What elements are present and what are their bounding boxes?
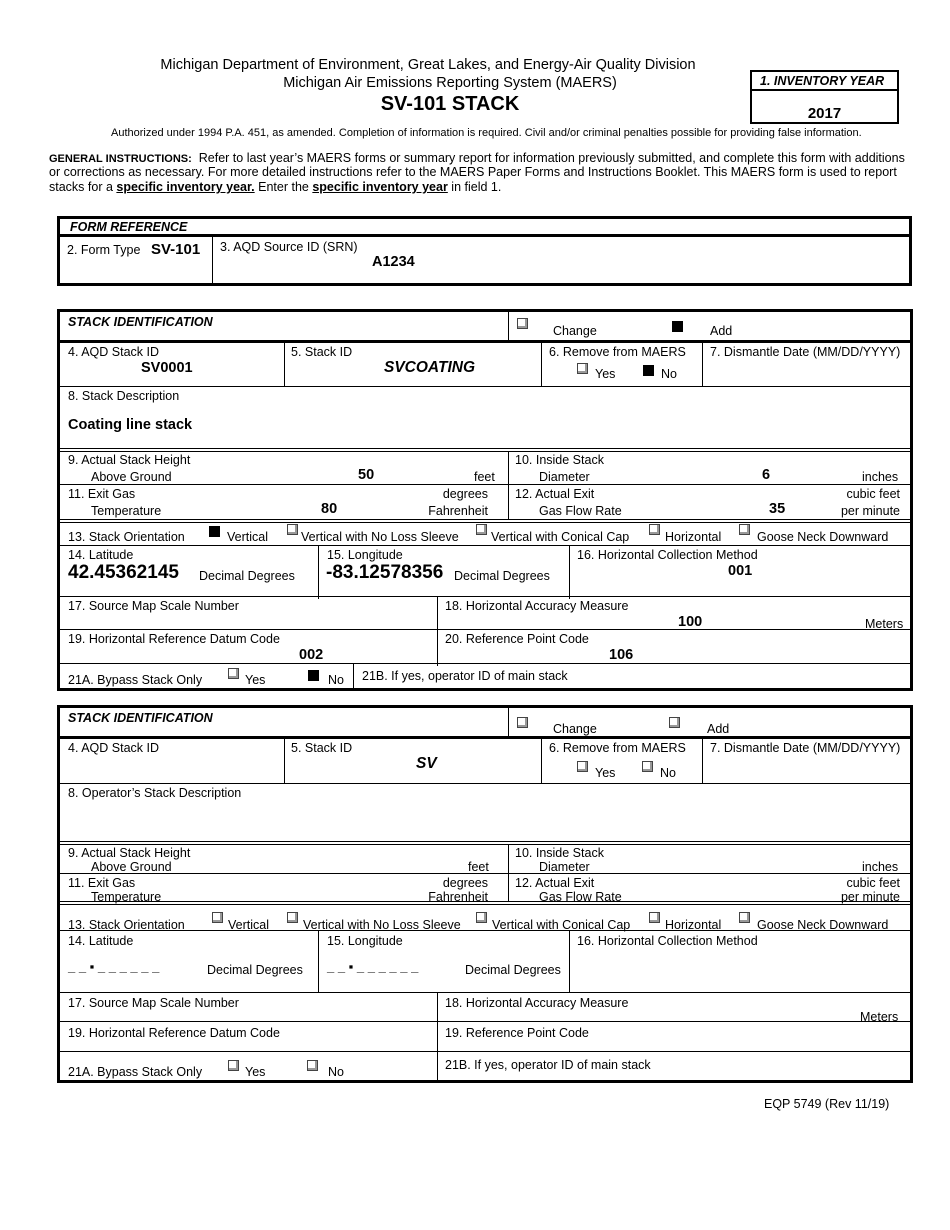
stack2-orient-goose-label: Goose Neck Downward <box>757 918 889 932</box>
stack1-f9-label: 9. Actual Stack Height <box>68 453 191 467</box>
stack2-f11-label: 11. Exit Gas <box>68 876 136 890</box>
stack1-accuracy-measure[interactable]: 100 <box>678 614 703 630</box>
stack1-f12-label: 12. Actual Exit <box>515 487 595 501</box>
inventory-year-value: 2017 <box>807 105 842 122</box>
stack1-f9-unit: feet <box>474 470 495 484</box>
stack1-f10-label: 10. Inside Stack <box>515 453 604 467</box>
stack1-reference-point[interactable]: 106 <box>609 647 634 663</box>
stack2-f13-label: 13. Stack Orientation <box>68 918 185 932</box>
stack1-remove-no-checkbox[interactable] <box>643 365 654 376</box>
stack1-stack-description[interactable]: Coating line stack <box>68 417 193 433</box>
srn-value[interactable]: A1234 <box>372 254 415 270</box>
stack1-f8-label: 8. Stack Description <box>68 389 180 403</box>
stack2-f11-sublabel: Temperature <box>91 890 162 904</box>
stack1-bypass-yes-label: Yes <box>245 673 266 687</box>
stack1-remove-yes-label: Yes <box>595 367 616 381</box>
stack1-latitude[interactable]: 42.45362145 <box>68 562 179 583</box>
inventory-year-box[interactable] <box>750 70 899 124</box>
srn-label: 3. AQD Source ID (SRN) <box>220 240 358 254</box>
stack-identification-1 <box>57 309 913 691</box>
stack2-orient-vertical-label: Vertical <box>228 918 269 932</box>
instructions-line-2: or corrections as necessary. For more detailed instructions refer to the MAERS Paper Forms and Instructions Booklet. This MAERS form is used to report <box>49 165 897 179</box>
stack1-f6-label: 6. Remove from MAERS <box>549 345 686 359</box>
form-number: EQP 5749 (Rev 11/19) <box>764 1097 890 1111</box>
stack1-f15-label: 15. Longitude <box>327 548 403 562</box>
stack1-f16-label: 16. Horizontal Collection Method <box>577 548 758 562</box>
stack2-bypass-yes-checkbox[interactable] <box>228 1060 239 1071</box>
stack2-f12-sublabel: Gas Flow Rate <box>539 890 622 904</box>
stack2-f18-unit: Meters <box>860 1010 899 1024</box>
stack2-orient-horizontal-checkbox[interactable] <box>649 912 660 923</box>
stack1-orient-cap-checkbox[interactable] <box>476 524 487 535</box>
inventory-year-label: 1. INVENTORY YEAR <box>760 74 885 88</box>
stack1-bypass-no-label: No <box>328 673 344 687</box>
stack2-lon-unit: Decimal Degrees <box>465 963 561 977</box>
instructions-label: GENERAL INSTRUCTIONS: <box>49 153 192 165</box>
stack2-f12-unit1: cubic feet <box>846 876 900 890</box>
stack2-f11-unit2: Fahrenheit <box>428 890 488 904</box>
stack2-f15-label: 15. Longitude <box>327 934 403 948</box>
stack2-change-label: Change <box>553 722 597 736</box>
stack2-remove-no-checkbox[interactable] <box>642 761 653 772</box>
stack1-lat-unit: Decimal Degrees <box>199 569 295 583</box>
stack1-inside-diameter[interactable]: 6 <box>762 467 771 483</box>
stack1-change-checkbox[interactable] <box>517 318 528 329</box>
stack2-orient-horizontal-label: Horizontal <box>665 918 722 932</box>
stack2-f19-label: 19. Horizontal Reference Datum Code <box>68 1026 280 1040</box>
stack1-lon-unit: Decimal Degrees <box>454 569 550 583</box>
stack2-f16-label: 16. Horizontal Collection Method <box>577 934 758 948</box>
stack2-orient-sleeve-label: Vertical with No Loss Sleeve <box>303 918 461 932</box>
form-reference-section <box>57 216 912 286</box>
stack1-bypass-no-checkbox[interactable] <box>308 670 319 681</box>
stack1-orient-goose-checkbox[interactable] <box>739 524 750 535</box>
stack1-add-label: Add <box>710 324 733 338</box>
stack2-orient-vertical-checkbox[interactable] <box>212 912 223 923</box>
stack2-f12-label: 12. Actual Exit <box>515 876 595 890</box>
stack1-f19-label: 19. Horizontal Reference Datum Code <box>68 632 280 646</box>
stack1-bypass-yes-checkbox[interactable] <box>228 668 239 679</box>
stack1-orient-horizontal-label: Horizontal <box>665 530 722 544</box>
stack-identification-2 <box>57 705 913 1083</box>
stack1-aqd-stack-id[interactable]: SV0001 <box>141 360 193 376</box>
stack1-collection-method[interactable]: 001 <box>728 563 753 579</box>
stack2-orient-sleeve-checkbox[interactable] <box>287 912 298 923</box>
stack1-change-label: Change <box>553 324 597 338</box>
stack1-f10-unit: inches <box>862 470 899 484</box>
stack1-f7-label: 7. Dismantle Date (MM/DD/YYYY) <box>710 345 901 359</box>
stack2-f12-unit2: per minute <box>840 890 900 904</box>
stack1-f12-sublabel: Gas Flow Rate <box>539 504 622 518</box>
stack2-remove-yes-checkbox[interactable] <box>577 761 588 772</box>
stack1-f11-unit1: degrees <box>442 487 488 501</box>
stack2-f9-sublabel: Above Ground <box>91 860 172 874</box>
stack2-bypass-yes-label: Yes <box>245 1065 266 1079</box>
stack1-f12-unit1: cubic feet <box>846 487 900 501</box>
stack1-stack-id[interactable]: SVCOATING <box>384 359 475 376</box>
stack1-remove-no-label: No <box>661 367 677 381</box>
stack1-orient-goose-label: Goose Neck Downward <box>757 530 889 544</box>
stack2-f5-label: 5. Stack ID <box>291 741 353 755</box>
stack1-f5-label: 5. Stack ID <box>291 345 353 359</box>
stack1-f17-label: 17. Source Map Scale Number <box>68 599 239 613</box>
stack2-add-checkbox[interactable] <box>669 717 680 728</box>
form-reference-heading: FORM REFERENCE <box>70 220 188 234</box>
authorization-note: Authorized under 1994 P.A. 451, as amended. Completion of information is required. Civil and/or criminal penalties possible for providing false information. <box>111 127 862 139</box>
stack2-f7-label: 7. Dismantle Date (MM/DD/YYYY) <box>710 741 901 755</box>
form-type-value: SV-101 <box>151 241 201 258</box>
stack2-add-label: Add <box>707 722 730 736</box>
stack2-f10-sublabel: Diameter <box>539 860 590 874</box>
stack1-f21a-label: 21A. Bypass Stack Only <box>68 673 203 687</box>
stack2-longitude-mask[interactable]: _ _ ▪ _ _ _ _ _ _ <box>327 959 419 974</box>
stack1-gas-flow-rate[interactable]: 35 <box>769 501 786 517</box>
stack1-f12-unit2: per minute <box>840 504 900 518</box>
stack2-bypass-no-checkbox[interactable] <box>307 1060 318 1071</box>
stack1-f10-sublabel: Diameter <box>539 470 590 484</box>
stack1-orient-vertical-label: Vertical <box>227 530 268 544</box>
stack1-orient-sleeve-label: Vertical with No Loss Sleeve <box>301 530 459 544</box>
stack2-orient-goose-checkbox[interactable] <box>739 912 750 923</box>
stack2-f6-label: 6. Remove from MAERS <box>549 741 686 755</box>
stack2-f8-label: 8. Operator’s Stack Description <box>68 786 242 800</box>
stack2-latitude-mask[interactable]: _ _ ▪ _ _ _ _ _ _ <box>68 959 160 974</box>
stack2-bypass-no-label: No <box>328 1065 344 1079</box>
stack2-f19b-label: 19. Reference Point Code <box>445 1026 589 1040</box>
stack1-longitude[interactable]: -83.12578356 <box>326 562 444 583</box>
form-type-label: 2. Form Type <box>67 243 141 257</box>
stack1-remove-yes-checkbox[interactable] <box>577 363 588 374</box>
stack2-f18-label: 18. Horizontal Accuracy Measure <box>445 996 629 1010</box>
stack2-remove-no-label: No <box>660 766 676 780</box>
page-title: SV-101 STACK <box>380 93 520 115</box>
stack2-change-checkbox[interactable] <box>517 717 528 728</box>
stack2-f4-label: 4. AQD Stack ID <box>68 741 160 755</box>
stack1-orient-cap-label: Vertical with Conical Cap <box>491 530 630 544</box>
stack1-exit-gas-temp[interactable]: 80 <box>321 501 338 517</box>
stack1-stack-height[interactable]: 50 <box>358 467 375 483</box>
stack2-f9-label: 9. Actual Stack Height <box>68 846 191 860</box>
stack1-f14-label: 14. Latitude <box>68 548 134 562</box>
stack1-f11-label: 11. Exit Gas <box>68 487 136 501</box>
stack1-f4-label: 4. AQD Stack ID <box>68 345 160 359</box>
stack1-f11-unit2: Fahrenheit <box>428 504 488 518</box>
stack2-lat-unit: Decimal Degrees <box>207 963 303 977</box>
stack1-f9-sublabel: Above Ground <box>91 470 172 484</box>
stack2-f14-label: 14. Latitude <box>68 934 134 948</box>
stack1-add-checkbox[interactable] <box>672 321 683 332</box>
stack1-orient-horizontal-checkbox[interactable] <box>649 524 660 535</box>
stack1-datum-code[interactable]: 002 <box>299 647 324 663</box>
instructions-line-1: GENERAL INSTRUCTIONS: Refer to last year’s MAERS forms or summary report for information previously submitted, and complete this form with additions <box>49 151 905 165</box>
stack1-f20-label: 20. Reference Point Code <box>445 632 589 646</box>
stack2-f9-unit: feet <box>468 860 489 874</box>
stack2-f17-label: 17. Source Map Scale Number <box>68 996 239 1010</box>
stack2-heading: STACK IDENTIFICATION <box>68 711 213 725</box>
stack2-orient-cap-checkbox[interactable] <box>476 912 487 923</box>
stack1-orient-vertical-checkbox[interactable] <box>209 526 220 537</box>
agency-line: Michigan Department of Environment, Great Lakes, and Energy-Air Quality Division <box>160 57 696 73</box>
stack2-f11-unit1: degrees <box>442 876 488 890</box>
instructions-line-3: stacks for a specific inventory year. Enter the specific inventory year in field 1. <box>49 180 502 194</box>
stack1-f13-label: 13. Stack Orientation <box>68 530 185 544</box>
stack1-f18-label: 18. Horizontal Accuracy Measure <box>445 599 629 613</box>
stack2-f21b-label: 21B. If yes, operator ID of main stack <box>445 1058 651 1072</box>
stack1-f21b-label: 21B. If yes, operator ID of main stack <box>362 669 568 683</box>
stack1-orient-sleeve-checkbox[interactable] <box>287 524 298 535</box>
stack2-remove-yes-label: Yes <box>595 766 616 780</box>
stack1-f11-sublabel: Temperature <box>91 504 162 518</box>
stack2-orient-cap-label: Vertical with Conical Cap <box>492 918 631 932</box>
stack2-f10-unit: inches <box>862 860 899 874</box>
system-line: Michigan Air Emissions Reporting System (MAERS) <box>283 75 617 91</box>
stack2-stack-id[interactable]: SV <box>416 755 437 772</box>
stack2-f10-label: 10. Inside Stack <box>515 846 604 860</box>
stack2-description-field[interactable] <box>68 803 898 835</box>
stack1-f18-unit: Meters <box>865 617 904 631</box>
stack1-heading: STACK IDENTIFICATION <box>68 315 213 329</box>
stack2-f21a-label: 21A. Bypass Stack Only <box>68 1065 203 1079</box>
